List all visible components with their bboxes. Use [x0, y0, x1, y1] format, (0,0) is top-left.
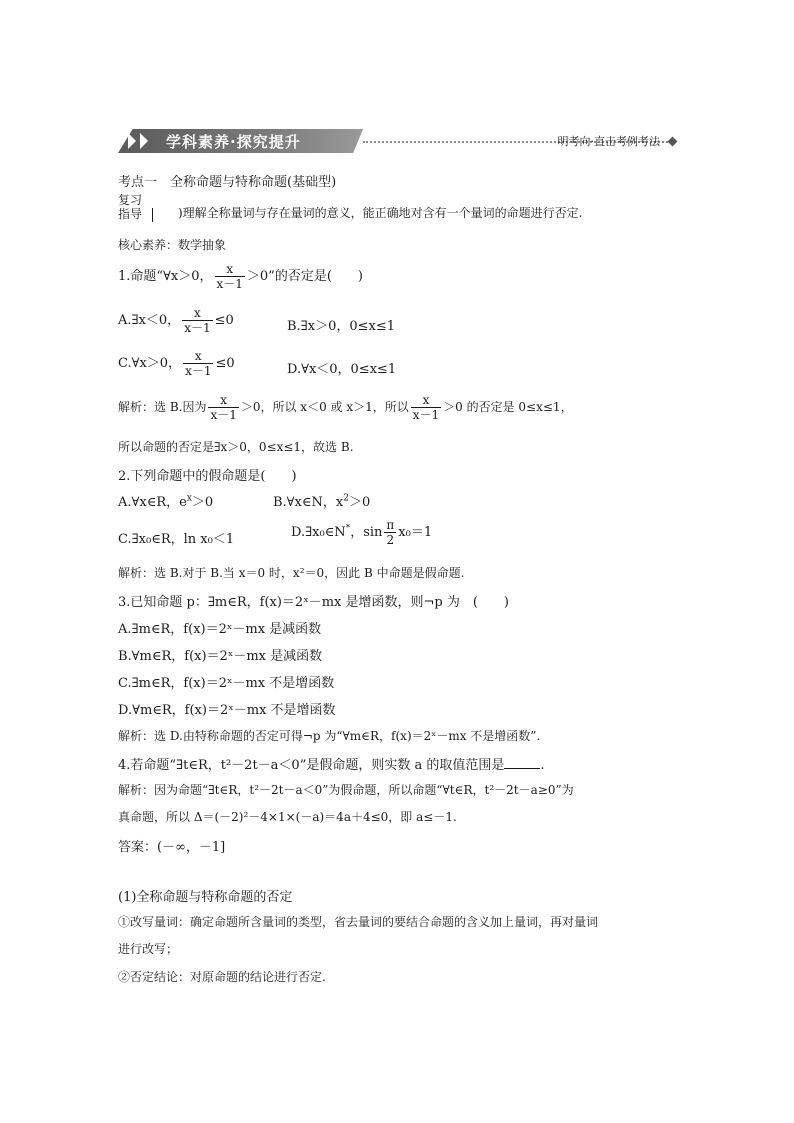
q1-option-c — [118, 349, 235, 378]
fraction-denominator: x－1 — [216, 277, 243, 291]
option-text: ，sin — [350, 525, 383, 540]
answer-blank — [504, 756, 540, 769]
q1-stem-end: ＞0”的否定是( ) — [246, 269, 363, 284]
option-text: ＞0 — [348, 495, 371, 510]
q2-option-b — [273, 491, 370, 510]
chevron-right-icon — [128, 133, 136, 149]
banner-subtitle: 明考向·直击考例考法 — [557, 135, 660, 148]
fraction-denominator: x－1 — [185, 364, 212, 378]
fraction — [182, 306, 212, 335]
chevron-right-icon — [140, 133, 148, 149]
superscript: x — [186, 493, 192, 504]
core-literacy: 核心素养：数学抽象 — [118, 238, 227, 252]
q3-option-c: C.∃m∈R，f(x)＝2ˣ－mx 不是增函数 — [118, 676, 335, 691]
q2-option-a — [118, 491, 213, 510]
fraction-numerator: x — [194, 349, 202, 363]
fraction-denominator: x－1 — [184, 321, 211, 335]
fraction-denominator: x－1 — [412, 408, 440, 422]
q4-stem — [118, 754, 545, 773]
method-title: (1)全称命题与特称命题的否定 — [118, 890, 293, 905]
q3-option-d: D.∀m∈R，f(x)＝2ˣ－mx 不是增函数 — [118, 703, 336, 718]
option-text: ≤0 — [214, 313, 234, 328]
section-title: 考点一 全称命题与特称命题(基础型) — [118, 175, 337, 190]
q2-option-d — [291, 518, 432, 547]
superscript: 2 — [343, 493, 349, 504]
option-text: A.∀x∈R，e — [118, 495, 187, 510]
review-bracket — [152, 204, 171, 223]
q1-stem — [118, 262, 363, 291]
q1-option-a — [118, 306, 234, 335]
review-label — [118, 193, 142, 221]
fraction-numerator: x — [220, 393, 228, 407]
solution-text: 解析：选 B.因为 — [118, 400, 207, 414]
superscript: * — [345, 523, 351, 534]
q2-option-c: C.∃x₀∈R，ln x₀＜1 — [118, 532, 235, 547]
q3-solution: 解析：选 D.由特称命题的否定可得¬p 为“∀m∈R，f(x)＝2ˣ－mx 不是增函数”. — [118, 729, 541, 743]
q1-option-b: B.∃x＞0，0≤x≤1 — [287, 319, 395, 334]
solution-text: ＞0，所以 x＜0 或 x＞1，所以 — [240, 400, 409, 414]
review-label-line1: 复习 — [118, 193, 143, 207]
q3-option-a: A.∃m∈R，f(x)＝2ˣ－mx 是减函数 — [118, 622, 322, 637]
q4-stem-end: . — [540, 758, 545, 773]
q1-solution-line2: 所以命题的否定是∃x＞0，0≤x≤1，故选 B. — [118, 440, 354, 454]
q4-answer: 答案：(－∞，－1] — [118, 840, 226, 855]
diamond-icon — [668, 137, 678, 147]
q3-option-b: B.∀m∈R，f(x)＝2ˣ－mx 是减函数 — [118, 649, 323, 664]
option-text: B.∀x∈N，x — [273, 495, 344, 510]
method-step1: ①改写量词：确定命题所含量词的类型，省去量词的要结合命题的含义加上量词，再对量词 — [118, 915, 599, 929]
q1-solution — [118, 393, 573, 422]
fraction — [183, 349, 213, 378]
method-step1-cont: 进行改写； — [118, 942, 179, 956]
review-label-line2: 指导 — [118, 207, 143, 221]
fraction — [208, 393, 238, 422]
method-step2: ②否定结论：对原命题的结论进行否定. — [118, 970, 326, 984]
option-text: A.∃x＜0， — [118, 313, 181, 328]
fraction — [215, 262, 245, 291]
fraction-numerator: x — [226, 262, 234, 276]
fraction-denominator: 2 — [384, 532, 396, 547]
option-text: ＞0 — [191, 495, 214, 510]
q4-stem-text: 4.若命题“∃t∈R，t²－2t－a＜0”是假命题，则实数 a 的取值范围是 — [118, 758, 505, 773]
q1-option-d: D.∀x＜0，0≤x≤1 — [287, 362, 397, 377]
option-text: C.∀x＞0， — [118, 356, 182, 371]
q3-stem: 3.已知命题 p：∃m∈R，f(x)＝2ˣ－mx 是增函数，则¬p 为 ( ) — [118, 595, 509, 610]
fraction-numerator: x — [194, 306, 201, 320]
banner-title: 学科素养·探究提升 — [166, 133, 301, 151]
fraction-numerator: x — [422, 393, 430, 407]
option-text: ≤0 — [215, 356, 235, 371]
q4-solution-line1: 解析：因为命题“∃t∈R，t²－2t－a＜0”为假命题，所以命题“∀t∈R，t²－2t－a≥0”为 — [118, 783, 574, 797]
solution-text: ＞0 的否定是 0≤x≤1， — [443, 400, 573, 414]
fraction — [411, 393, 441, 422]
fraction-denominator: x－1 — [210, 408, 237, 422]
q4-solution-line2: 真命题，所以 Δ＝(－2)²－4×1×(－a)＝4a＋4≤0，即 a≤－1. — [118, 810, 457, 824]
option-text: D.∃x₀∈N — [291, 525, 346, 540]
q2-solution: 解析：选 B.对于 B.当 x＝0 时，x²＝0，因此 B 中命题是假命题. — [118, 566, 465, 580]
fraction-numerator: π — [386, 518, 395, 532]
fraction — [384, 518, 396, 547]
section-banner — [118, 127, 678, 157]
q2-stem: 2.下列命题中的假命题是( ) — [118, 469, 297, 484]
review-text: )理解全称量词与存在量词的意义，能正确地对含有一个量词的命题进行否定. — [178, 206, 583, 220]
option-text: x₀＝1 — [398, 525, 433, 540]
q1-stem-start: 1.命题“∀x＞0， — [118, 269, 213, 284]
